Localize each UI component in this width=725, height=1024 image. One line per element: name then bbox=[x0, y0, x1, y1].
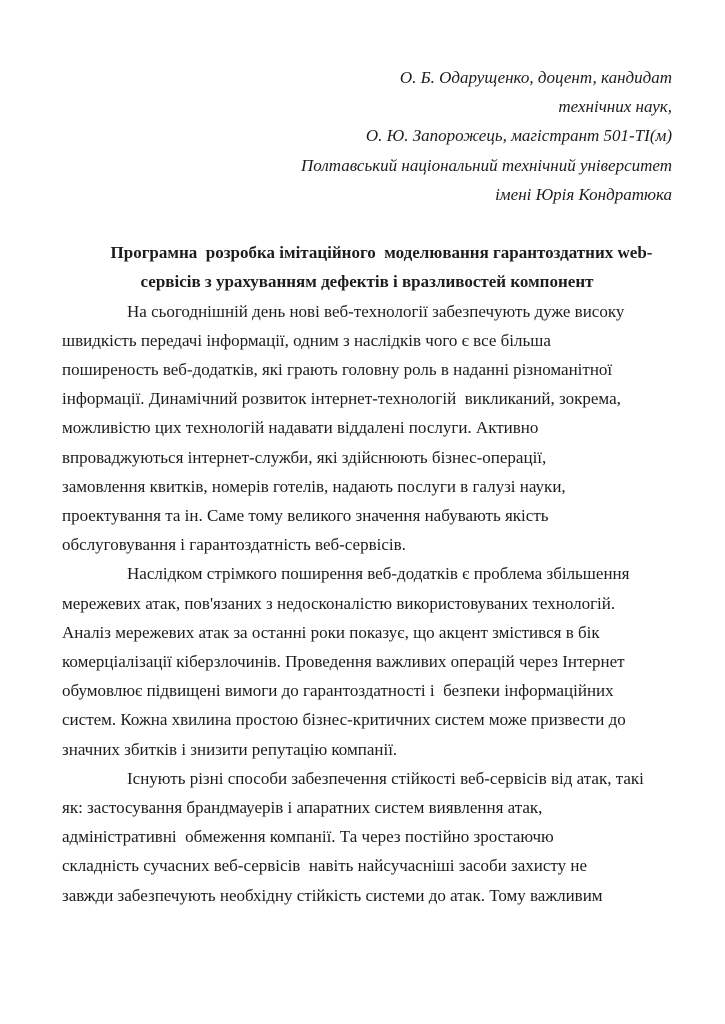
text-line: швидкість передачі інформації, одним з наслідків чого є все більша bbox=[62, 330, 551, 350]
author-line: О. Ю. Запорожець, магістрант 501-ТІ(м) bbox=[365, 126, 672, 146]
paragraph bbox=[62, 764, 672, 910]
text-line: інформації. Динамічний розвиток інтернет-технологій викликаний, зокрема, bbox=[62, 389, 621, 409]
affiliation-line: Полтавський національний технічний університет bbox=[301, 155, 672, 175]
document-content bbox=[62, 63, 672, 910]
text-line: можливістю цих технологій надавати віддалені послуги. Активно bbox=[62, 418, 539, 438]
text-line: як: застосування брандмауерів і апаратних систем виявлення атак, bbox=[62, 798, 543, 818]
author-block bbox=[62, 63, 672, 209]
affiliation-line: імені Юрія Кондратюка bbox=[495, 184, 672, 204]
blank-line bbox=[62, 209, 672, 238]
author-line: технічних наук, bbox=[558, 97, 672, 117]
text-line: обслуговування і гарантоздатність веб-сервісів. bbox=[62, 535, 406, 555]
text-line: обумовлює підвищені вимоги до гарантоздатності і безпеки інформаційних bbox=[62, 681, 614, 701]
text-line: Аналіз мережевих атак за останні роки показує, що акцент змістився в бік bbox=[62, 622, 600, 642]
text-line: значних збитків і знизити репутацію компанії. bbox=[62, 739, 398, 759]
text-line: замовлення квитків, номерів готелів, надають послуги в галузі науки, bbox=[62, 476, 566, 496]
text-line: впроваджуються інтернет-служби, які здійснюють бізнес-операції, bbox=[62, 447, 547, 467]
title-line: Програмна розробка імітаційного моделювання гарантоздатних web- bbox=[110, 243, 653, 263]
text-line: поширеность веб-додатків, які грають головну роль в наданні різноманітної bbox=[62, 360, 613, 380]
text-line: Наслідком стрімкого поширення веб-додатків є проблема збільшення bbox=[127, 564, 630, 584]
paragraph bbox=[62, 559, 672, 763]
text-line: На сьогоднішній день нові веб-технології забезпечують дуже високу bbox=[127, 301, 625, 321]
title-line: сервісів з урахуванням дефектів і вразливостей компонент bbox=[140, 272, 594, 292]
paragraph bbox=[62, 297, 672, 560]
text-line: Існують різні способи забезпечення стійкості веб-сервісів від атак, такі bbox=[127, 768, 644, 788]
body-text bbox=[62, 297, 672, 910]
text-line: систем. Кожна хвилина простою бізнес-критичних систем може призвести до bbox=[62, 710, 626, 730]
text-line: завжди забезпечують необхідну стійкість системи до атак. Тому важливим bbox=[62, 885, 603, 905]
text-line: проектування та ін. Саме тому великого значення набувають якість bbox=[62, 506, 549, 526]
text-line: адміністративні обмеження компанії. Та через постійно зростаючю bbox=[62, 827, 554, 847]
text-line: складність сучасних веб-сервісів навіть найсучасніші засоби захисту не bbox=[62, 856, 588, 876]
paper-title bbox=[62, 238, 672, 296]
author-line: О. Б. Одарущенко, доцент, кандидат bbox=[399, 68, 672, 87]
text-line: комерціалізації кіберзлочинів. Проведення важливих операцій через Інтернет bbox=[62, 652, 625, 672]
text-line: мережевих атак, пов'язаних з недосконалістю використовуваних технологій. bbox=[62, 593, 616, 613]
